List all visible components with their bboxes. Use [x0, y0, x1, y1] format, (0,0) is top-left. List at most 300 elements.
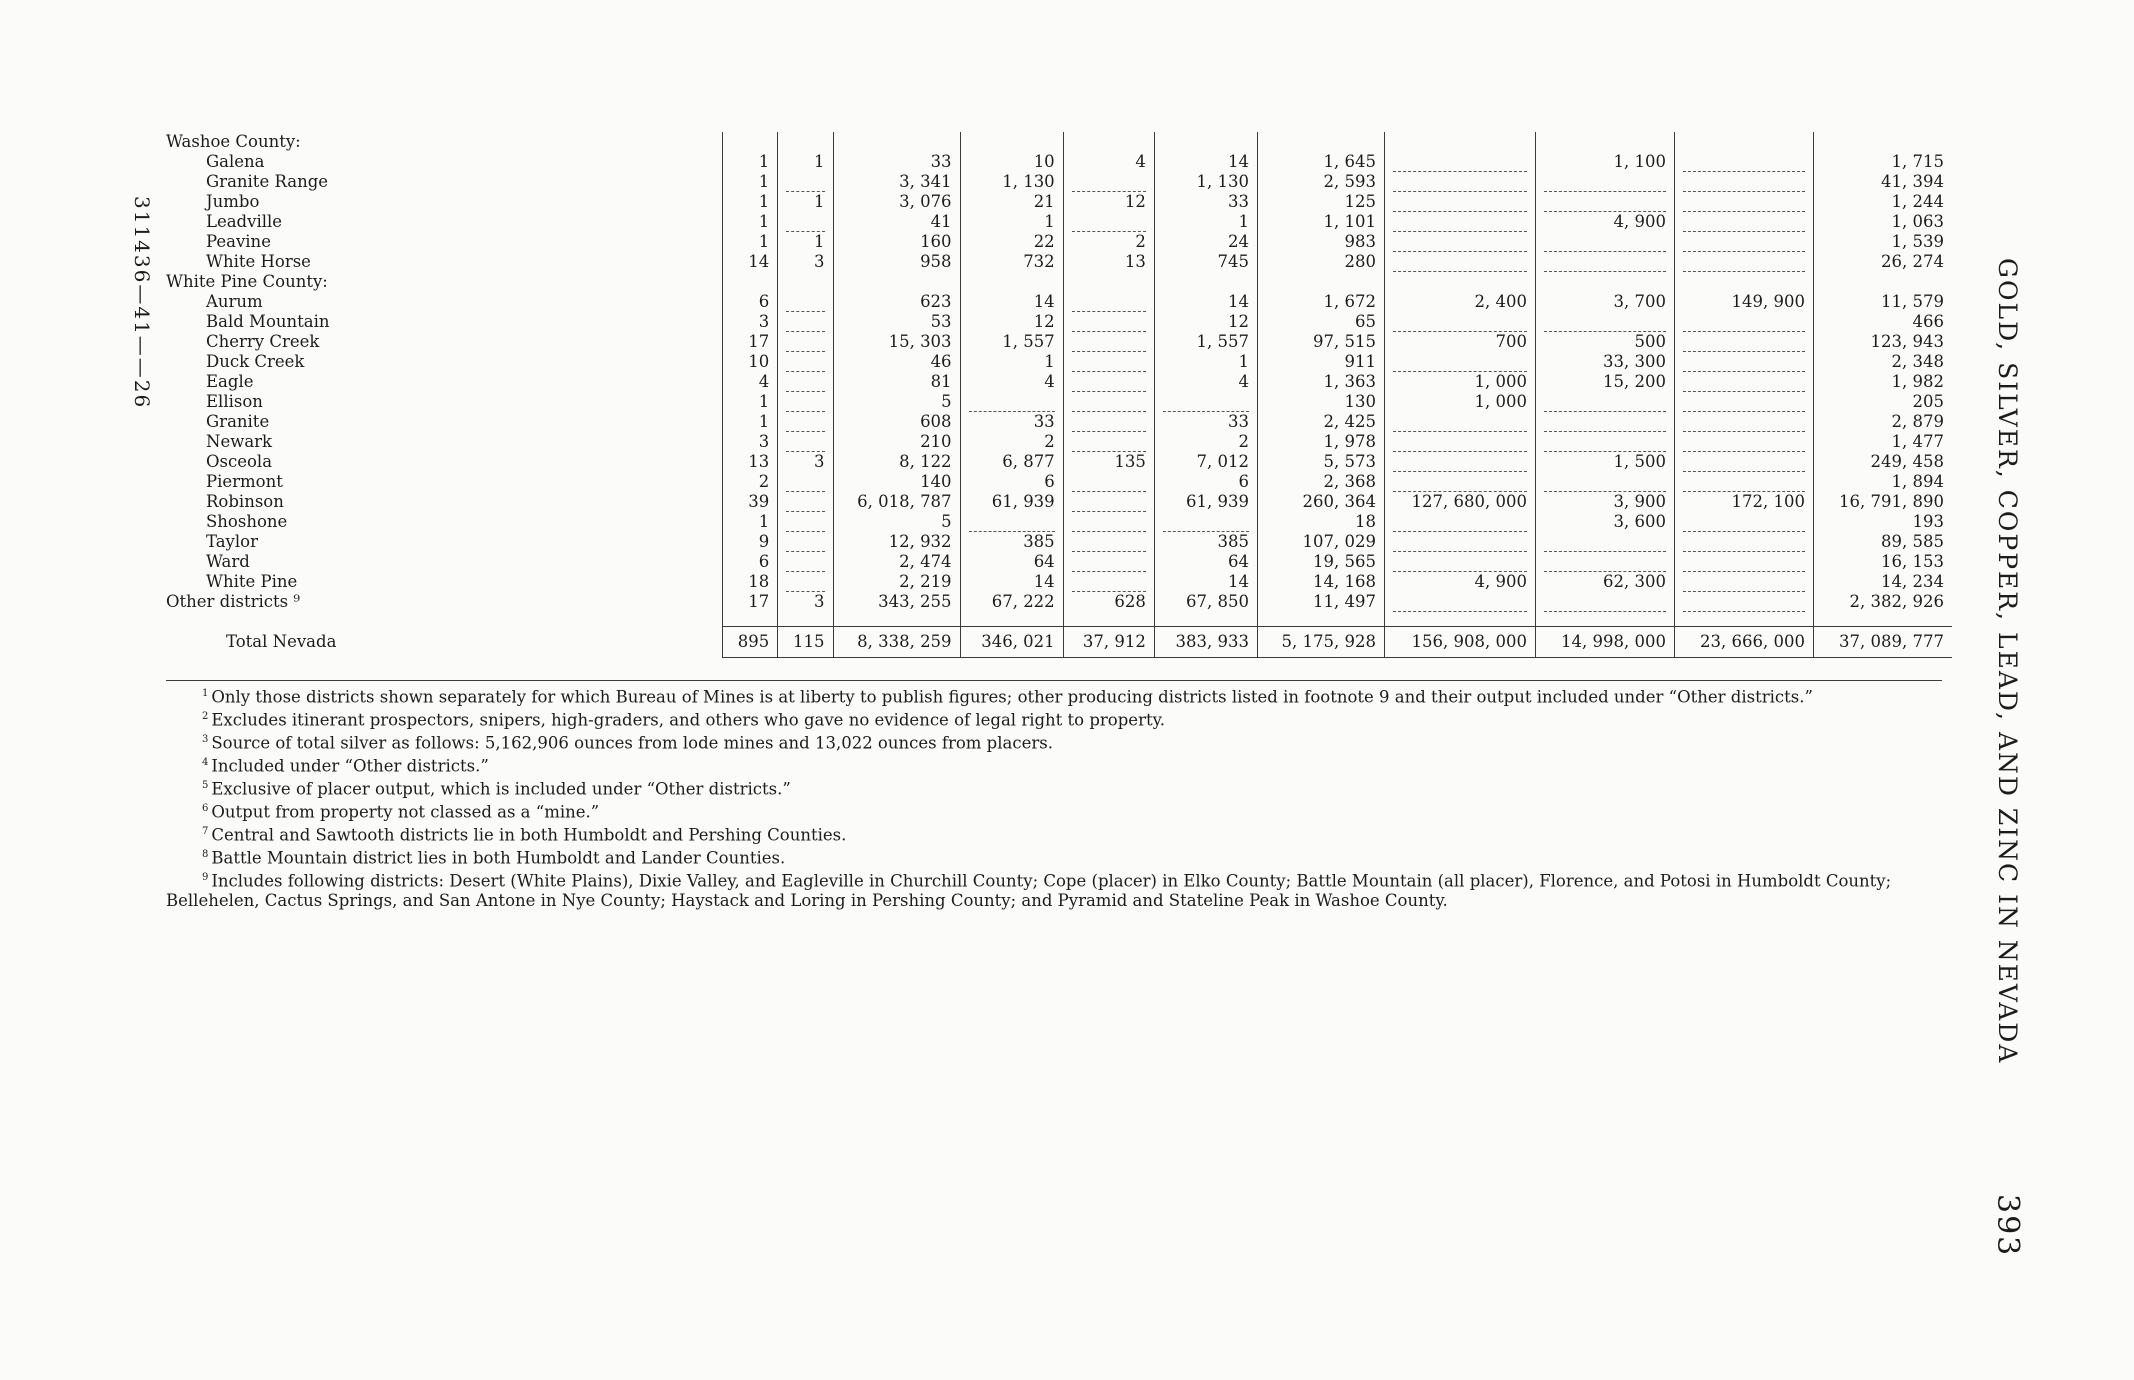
table-cell: 64: [960, 552, 1063, 572]
table-cell: [723, 132, 778, 152]
table-cell: 12: [1154, 312, 1257, 332]
table-cell: [778, 212, 833, 232]
table-cell: [1674, 572, 1813, 592]
table-cell: 4, 900: [1535, 212, 1674, 232]
row-label: Ellison: [206, 392, 263, 411]
empty-cell-leader: [1683, 261, 1805, 272]
empty-cell-leader: [1683, 381, 1805, 392]
table-cell: 2, 382, 926: [1813, 592, 1952, 612]
empty-cell-leader: [1072, 361, 1146, 372]
table-cell: 13: [723, 452, 778, 472]
footnote-mark: 3: [202, 734, 209, 745]
table-cell: [778, 312, 833, 332]
table-cell: 12, 932: [833, 532, 960, 552]
row-label: Ward: [206, 552, 250, 571]
table-row: [166, 192, 1952, 212]
table-cell: 14: [960, 572, 1063, 592]
table-row: [166, 232, 1952, 252]
footnote: [166, 845, 1946, 868]
empty-cell-leader: [786, 221, 824, 232]
table-row: [166, 312, 1952, 332]
footnote-mark: 5: [202, 780, 209, 791]
table-cell: [1674, 232, 1813, 252]
table-cell: [778, 492, 833, 512]
table-cell: [1063, 432, 1154, 452]
table-cell: 21: [960, 192, 1063, 212]
table-cell: [778, 132, 833, 152]
footnote: [166, 799, 1946, 822]
empty-cell-leader: [1683, 181, 1805, 192]
table-cell: [1674, 212, 1813, 232]
table-cell: [778, 412, 833, 432]
table-cell: 61, 939: [960, 492, 1063, 512]
table-cell: [1535, 192, 1674, 212]
row-label: Peavine: [206, 232, 271, 251]
table-cell: [1063, 512, 1154, 532]
table-cell: 4: [1063, 152, 1154, 172]
table-row: [166, 592, 1952, 612]
table-cell: 15, 303: [833, 332, 960, 352]
row-label: Eagle: [206, 372, 254, 391]
table-cell: [1813, 132, 1952, 152]
table-cell: [1385, 212, 1536, 232]
empty-cell-leader: [1393, 601, 1527, 612]
table-cell: 1: [723, 392, 778, 412]
table-cell: 14: [1154, 292, 1257, 312]
table-cell: 149, 900: [1674, 292, 1813, 312]
spacer-cell: [1385, 612, 1536, 627]
empty-cell-leader: [1163, 521, 1249, 532]
table-cell: 3: [778, 592, 833, 612]
table-cell: [1535, 592, 1674, 612]
table-row: [166, 452, 1952, 472]
table-row: [166, 152, 1952, 172]
table-cell: 61, 939: [1154, 492, 1257, 512]
table-cell: 911: [1257, 352, 1384, 372]
table-cell: [1535, 552, 1674, 572]
table-cell: [960, 512, 1063, 532]
empty-cell-leader: [786, 521, 824, 532]
table-row: [166, 212, 1952, 232]
table-cell: [1535, 432, 1674, 452]
row-label: Total Nevada: [226, 632, 337, 651]
row-label: Robinson: [206, 492, 284, 511]
table-cell: 260, 364: [1257, 492, 1384, 512]
empty-cell-leader: [1683, 601, 1805, 612]
table-cell: 1, 539: [1813, 232, 1952, 252]
table-cell: 3: [723, 432, 778, 452]
table-cell: 1, 500: [1535, 452, 1674, 472]
footnote-mark: 9: [202, 872, 209, 883]
table-cell: [1063, 372, 1154, 392]
table-cell: 745: [1154, 252, 1257, 272]
table-cell: 3, 076: [833, 192, 960, 212]
footnote-text: Included under “Other districts.”: [211, 756, 489, 776]
empty-cell-leader: [1544, 601, 1666, 612]
row-label: Aurum: [206, 292, 263, 311]
table-cell: [1063, 572, 1154, 592]
table-cell: [778, 292, 833, 312]
table-cell: [778, 372, 833, 392]
table-cell: 6, 018, 787: [833, 492, 960, 512]
table-cell: 14: [1154, 572, 1257, 592]
empty-cell-leader: [1544, 401, 1666, 412]
table-cell: 53: [833, 312, 960, 332]
empty-cell-leader: [786, 341, 824, 352]
table-cell: 65: [1257, 312, 1384, 332]
table-cell: 1, 715: [1813, 152, 1952, 172]
table-cell: [1063, 312, 1154, 332]
table-cell: [1535, 272, 1674, 292]
table-row: [166, 472, 1952, 492]
table-cell: 22: [960, 232, 1063, 252]
table-cell: [1385, 272, 1536, 292]
table-cell: 205: [1813, 392, 1952, 412]
table-cell: 9: [723, 532, 778, 552]
empty-cell-leader: [786, 441, 824, 452]
table-cell: 1, 244: [1813, 192, 1952, 212]
table-cell: 26, 274: [1813, 252, 1952, 272]
row-label: White Pine County:: [166, 272, 328, 291]
table-cell: 81: [833, 372, 960, 392]
table-cell: [1385, 552, 1536, 572]
table-cell: [778, 532, 833, 552]
table-cell: [1674, 432, 1813, 452]
table-cell: [778, 572, 833, 592]
table-cell: 700: [1385, 332, 1536, 352]
empty-cell-leader: [1072, 561, 1146, 572]
empty-cell-leader: [1072, 441, 1146, 452]
footnote: [166, 730, 1946, 753]
table-cell: 1, 645: [1257, 152, 1384, 172]
footnotes: [166, 684, 1946, 911]
table-cell: 64: [1154, 552, 1257, 572]
table-cell: 2, 400: [1385, 292, 1536, 312]
empty-cell-leader: [1072, 221, 1146, 232]
table-cell: [1674, 392, 1813, 412]
table-row: [166, 412, 1952, 432]
table-row: [166, 252, 1952, 272]
empty-cell-leader: [1393, 521, 1527, 532]
empty-cell-leader: [1072, 321, 1146, 332]
table-cell: [778, 432, 833, 452]
spacer-cell: [1154, 612, 1257, 627]
table-cell: 17: [723, 592, 778, 612]
empty-cell-leader: [786, 381, 824, 392]
table-cell: 8, 338, 259: [833, 627, 960, 658]
table-cell: 14: [960, 292, 1063, 312]
table-cell: 249, 458: [1813, 452, 1952, 472]
table-cell: 41: [833, 212, 960, 232]
table-cell: 1: [723, 172, 778, 192]
empty-cell-leader: [1393, 421, 1527, 432]
table-cell: [1535, 232, 1674, 252]
table-cell: 14, 998, 000: [1535, 627, 1674, 658]
table-row: [166, 532, 1952, 552]
production-table: [166, 132, 1952, 658]
table-cell: [778, 332, 833, 352]
table-cell: 130: [1257, 392, 1384, 412]
table-cell: [1063, 132, 1154, 152]
table-cell: 6: [723, 292, 778, 312]
row-label: Newark: [206, 432, 273, 451]
table-row: [166, 352, 1952, 372]
empty-cell-leader: [1393, 561, 1527, 572]
table-cell: 67, 850: [1154, 592, 1257, 612]
table-cell: 24: [1154, 232, 1257, 252]
row-label: Washoe County:: [166, 132, 301, 151]
row-label: White Horse: [206, 252, 311, 271]
empty-cell-leader: [786, 481, 824, 492]
table-cell: 2, 593: [1257, 172, 1384, 192]
table-cell: 3, 341: [833, 172, 960, 192]
table-cell: [1674, 272, 1813, 292]
table-cell: 17: [723, 332, 778, 352]
table-cell: [1154, 392, 1257, 412]
table-cell: 5: [833, 512, 960, 532]
empty-cell-leader: [1683, 221, 1805, 232]
footnote-mark: 2: [202, 711, 209, 722]
table-cell: 12: [1063, 192, 1154, 212]
table-row: [166, 132, 1952, 152]
table-cell: 2, 474: [833, 552, 960, 572]
table-cell: 1: [778, 152, 833, 172]
running-head-text: GOLD, SILVER, COPPER, LEAD, AND ZINC IN NEVADA: [1993, 258, 2022, 1065]
empty-cell-leader: [1683, 201, 1805, 212]
empty-cell-leader: [1393, 321, 1527, 332]
total-row: [166, 627, 1952, 658]
empty-cell-leader: [1163, 401, 1249, 412]
table-cell: 1: [723, 152, 778, 172]
table-cell: [1063, 492, 1154, 512]
spacer-cell: [1257, 612, 1384, 627]
row-label: Cherry Creek: [206, 332, 320, 351]
table-cell: 2: [723, 472, 778, 492]
table-cell: [1674, 532, 1813, 552]
table-cell: 895: [723, 627, 778, 658]
table-cell: 33: [1154, 412, 1257, 432]
empty-cell-leader: [1072, 301, 1146, 312]
empty-cell-leader: [1544, 261, 1666, 272]
row-label: Shoshone: [206, 512, 288, 531]
table-cell: 39: [723, 492, 778, 512]
table-cell: 1, 982: [1813, 372, 1952, 392]
row-label: Granite Range: [206, 172, 329, 191]
empty-cell-leader: [1072, 421, 1146, 432]
table-cell: 983: [1257, 232, 1384, 252]
table-cell: 37, 089, 777: [1813, 627, 1952, 658]
table-cell: [960, 392, 1063, 412]
footnote: [166, 753, 1946, 776]
table-row: [166, 372, 1952, 392]
empty-cell-leader: [1393, 221, 1527, 232]
empty-cell-leader: [1393, 181, 1527, 192]
table-cell: [1674, 372, 1813, 392]
table-cell: [778, 272, 833, 292]
footnote: [166, 868, 1946, 911]
table-cell: 107, 029: [1257, 532, 1384, 552]
table-cell: [1385, 172, 1536, 192]
empty-cell-leader: [1072, 501, 1146, 512]
table-cell: 23, 666, 000: [1674, 627, 1813, 658]
table-cell: 1: [723, 212, 778, 232]
empty-cell-leader: [1544, 241, 1666, 252]
table-cell: 19, 565: [1257, 552, 1384, 572]
empty-cell-leader: [1544, 561, 1666, 572]
table-cell: 3: [778, 452, 833, 472]
table-cell: [1063, 292, 1154, 312]
empty-cell-leader: [786, 301, 824, 312]
table-cell: 1, 363: [1257, 372, 1384, 392]
table-row: [166, 512, 1952, 532]
empty-cell-leader: [1393, 361, 1527, 372]
table-cell: [1674, 252, 1813, 272]
table-cell: [778, 552, 833, 572]
table-cell: [1674, 132, 1813, 152]
table-cell: [1385, 152, 1536, 172]
print-code: 311436—41——26: [130, 196, 154, 410]
table-row: [166, 332, 1952, 352]
row-label: Jumbo: [206, 192, 260, 211]
empty-cell-leader: [1072, 581, 1146, 592]
footnote-mark: 1: [202, 688, 209, 699]
row-label: Piermont: [206, 472, 283, 491]
table-cell: [833, 272, 960, 292]
footnote-text: Output from property not classed as a “mine.”: [211, 802, 600, 822]
table-cell: 14: [1154, 152, 1257, 172]
empty-cell-leader: [1683, 461, 1805, 472]
table-cell: [1154, 272, 1257, 292]
table-cell: 1, 557: [1154, 332, 1257, 352]
table-cell: [1813, 272, 1952, 292]
table-cell: [1257, 132, 1384, 152]
table-cell: 37, 912: [1063, 627, 1154, 658]
row-label: White Pine: [206, 572, 298, 591]
row-label: Duck Creek: [206, 352, 305, 371]
empty-cell-leader: [1072, 481, 1146, 492]
table-cell: 160: [833, 232, 960, 252]
table-cell: 958: [833, 252, 960, 272]
table-cell: [1535, 392, 1674, 412]
empty-cell-leader: [1393, 541, 1527, 552]
empty-cell-leader: [1393, 161, 1527, 172]
table-cell: [1674, 332, 1813, 352]
spacer-cell: [166, 612, 723, 627]
empty-cell-leader: [1072, 181, 1146, 192]
row-label: Bald Mountain: [206, 312, 330, 331]
table-cell: [1257, 272, 1384, 292]
empty-cell-leader: [969, 401, 1055, 412]
table-cell: 1, 477: [1813, 432, 1952, 452]
table-cell: [1063, 172, 1154, 192]
table-cell: [1385, 532, 1536, 552]
table-cell: 1: [778, 192, 833, 212]
table-cell: 1, 101: [1257, 212, 1384, 232]
table-cell: 608: [833, 412, 960, 432]
table-cell: [960, 132, 1063, 152]
table-cell: 16, 791, 890: [1813, 492, 1952, 512]
footnote-mark: 7: [202, 826, 209, 837]
empty-cell-leader: [1544, 441, 1666, 452]
empty-cell-leader: [1072, 521, 1146, 532]
table-cell: 280: [1257, 252, 1384, 272]
table-cell: [1674, 192, 1813, 212]
table-cell: 4: [960, 372, 1063, 392]
table-cell: 123, 943: [1813, 332, 1952, 352]
table-cell: 2, 219: [833, 572, 960, 592]
spacer-cell: [1674, 612, 1813, 627]
table-cell: [1535, 172, 1674, 192]
table-cell: [1674, 452, 1813, 472]
table-cell: 2: [1063, 232, 1154, 252]
table-cell: [1385, 412, 1536, 432]
table-cell: 97, 515: [1257, 332, 1384, 352]
row-label: Granite: [206, 412, 270, 431]
table-cell: 6: [1154, 472, 1257, 492]
footnote-text: Includes following districts: Desert (White Plains), Dixie Valley, and Eagleville in Churchill County; Cope (placer) in Elko County; Battle Mountain (all placer), Florence, and Potosi in Humboldt County; Bellehelen, Cactus Springs, and San Antone in Nye County; Haystack and Loring in Pershing County; and Pyramid and Stateline Peak in Washoe County.: [166, 871, 1892, 910]
table-row: [166, 292, 1952, 312]
table-cell: 2, 879: [1813, 412, 1952, 432]
table-cell: 1, 557: [960, 332, 1063, 352]
table-cell: 3, 700: [1535, 292, 1674, 312]
table-cell: [1385, 472, 1536, 492]
footnote-mark: 6: [202, 803, 209, 814]
table-cell: 11, 497: [1257, 592, 1384, 612]
row-label: Osceola: [206, 452, 273, 471]
table-row: [166, 172, 1952, 192]
empty-cell-leader: [1544, 421, 1666, 432]
footnote-mark: 8: [202, 849, 209, 860]
empty-cell-leader: [1683, 441, 1805, 452]
footnote-text: Excludes itinerant prospectors, snipers, high-graders, and others who gave no evidence of legal right to property.: [211, 710, 1165, 730]
empty-cell-leader: [1683, 341, 1805, 352]
table-row: [166, 492, 1952, 512]
table-cell: [1674, 152, 1813, 172]
empty-cell-leader: [1683, 541, 1805, 552]
empty-cell-leader: [1072, 341, 1146, 352]
table-cell: [960, 272, 1063, 292]
table-cell: [778, 392, 833, 412]
table-cell: 6: [723, 552, 778, 572]
table-cell: [1535, 132, 1674, 152]
table-cell: 2, 425: [1257, 412, 1384, 432]
row-label: Galena: [206, 152, 265, 171]
table-cell: 125: [1257, 192, 1384, 212]
table-cell: [1385, 432, 1536, 452]
table-cell: 16, 153: [1813, 552, 1952, 572]
table-cell: 210: [833, 432, 960, 452]
footnote-text: Only those districts shown separately for which Bureau of Mines is at liberty to publish figures; other producing districts listed in footnote 9 and their output included under “Other districts.”: [211, 687, 1813, 707]
table-cell: 8, 122: [833, 452, 960, 472]
table-cell: 1: [723, 512, 778, 532]
footnote-rule: [166, 680, 1942, 681]
table-cell: [1063, 532, 1154, 552]
table-cell: [1535, 412, 1674, 432]
spacer-cell: [1813, 612, 1952, 627]
table-cell: [1535, 252, 1674, 272]
empty-cell-leader: [1683, 241, 1805, 252]
table-cell: 14, 168: [1257, 572, 1384, 592]
table-cell: 1: [1154, 352, 1257, 372]
table-cell: 18: [723, 572, 778, 592]
table-cell: 2: [1154, 432, 1257, 452]
table-cell: 115: [778, 627, 833, 658]
footnote: [166, 822, 1946, 845]
table-cell: 4: [1154, 372, 1257, 392]
table-cell: 46: [833, 352, 960, 372]
table-cell: 385: [960, 532, 1063, 552]
table-cell: 18: [1257, 512, 1384, 532]
